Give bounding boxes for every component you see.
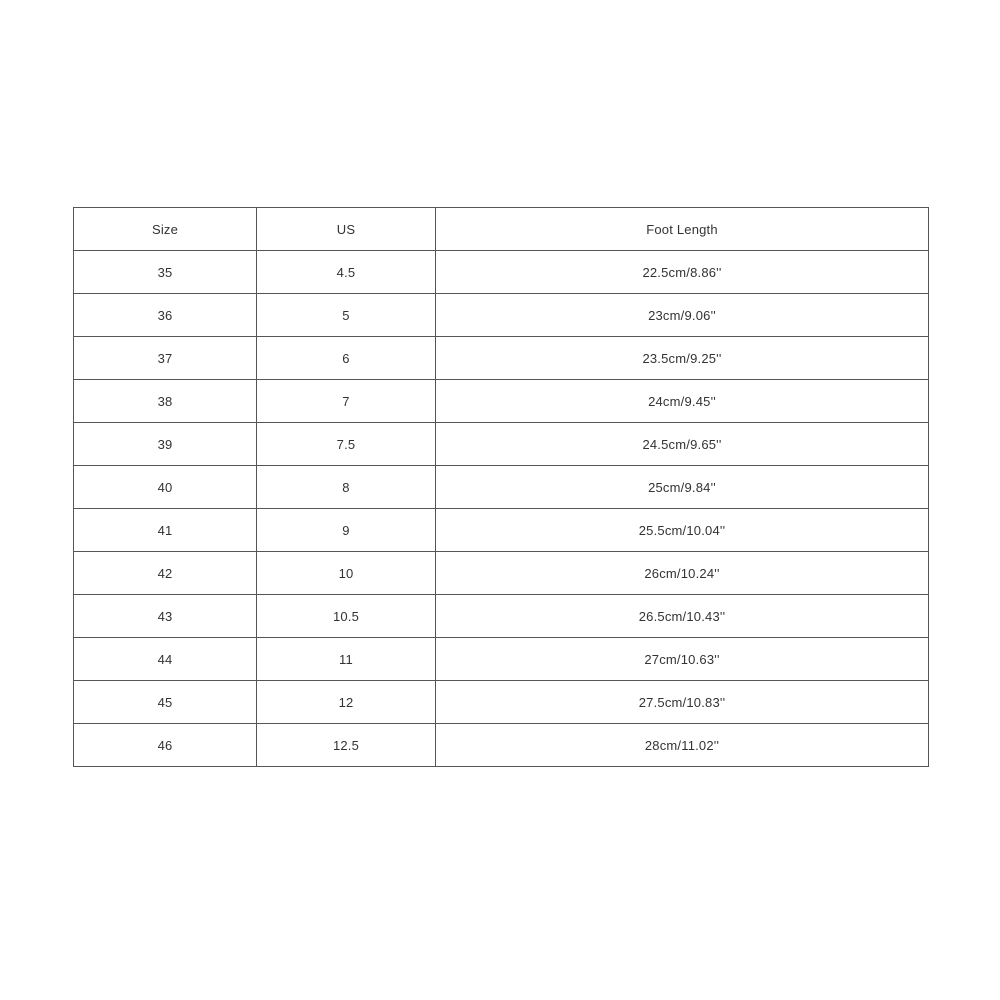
table-row bbox=[74, 595, 929, 638]
cell-us: 8 bbox=[257, 466, 436, 509]
table-row bbox=[74, 681, 929, 724]
header-us: US bbox=[257, 208, 436, 251]
cell-us: 10 bbox=[257, 552, 436, 595]
cell-us: 5 bbox=[257, 294, 436, 337]
cell-foot-length: 22.5cm/8.86'' bbox=[436, 251, 929, 294]
cell-foot-length: 23.5cm/9.25'' bbox=[436, 337, 929, 380]
cell-foot-length: 26.5cm/10.43'' bbox=[436, 595, 929, 638]
table-row bbox=[74, 423, 929, 466]
cell-size: 46 bbox=[74, 724, 257, 767]
cell-size: 43 bbox=[74, 595, 257, 638]
table-row bbox=[74, 638, 929, 681]
cell-size: 42 bbox=[74, 552, 257, 595]
cell-foot-length: 24.5cm/9.65'' bbox=[436, 423, 929, 466]
cell-us: 10.5 bbox=[257, 595, 436, 638]
cell-size: 38 bbox=[74, 380, 257, 423]
cell-us: 12 bbox=[257, 681, 436, 724]
cell-foot-length: 28cm/11.02'' bbox=[436, 724, 929, 767]
cell-us: 11 bbox=[257, 638, 436, 681]
cell-us: 7 bbox=[257, 380, 436, 423]
table-header-row bbox=[74, 208, 929, 251]
cell-size: 40 bbox=[74, 466, 257, 509]
cell-size: 45 bbox=[74, 681, 257, 724]
cell-us: 9 bbox=[257, 509, 436, 552]
cell-size: 36 bbox=[74, 294, 257, 337]
table-row bbox=[74, 724, 929, 767]
table-row bbox=[74, 509, 929, 552]
cell-foot-length: 27cm/10.63'' bbox=[436, 638, 929, 681]
cell-foot-length: 25.5cm/10.04'' bbox=[436, 509, 929, 552]
table-row bbox=[74, 552, 929, 595]
cell-us: 7.5 bbox=[257, 423, 436, 466]
cell-foot-length: 25cm/9.84'' bbox=[436, 466, 929, 509]
table-row bbox=[74, 380, 929, 423]
cell-size: 35 bbox=[74, 251, 257, 294]
cell-us: 4.5 bbox=[257, 251, 436, 294]
cell-size: 37 bbox=[74, 337, 257, 380]
header-size: Size bbox=[74, 208, 257, 251]
table-row bbox=[74, 251, 929, 294]
table-row bbox=[74, 294, 929, 337]
table-row bbox=[74, 337, 929, 380]
cell-us: 6 bbox=[257, 337, 436, 380]
size-chart-table bbox=[73, 207, 929, 767]
header-foot-length: Foot Length bbox=[436, 208, 929, 251]
cell-size: 41 bbox=[74, 509, 257, 552]
cell-size: 44 bbox=[74, 638, 257, 681]
cell-us: 12.5 bbox=[257, 724, 436, 767]
cell-foot-length: 27.5cm/10.83'' bbox=[436, 681, 929, 724]
cell-foot-length: 24cm/9.45'' bbox=[436, 380, 929, 423]
cell-foot-length: 26cm/10.24'' bbox=[436, 552, 929, 595]
table-row bbox=[74, 466, 929, 509]
cell-foot-length: 23cm/9.06'' bbox=[436, 294, 929, 337]
cell-size: 39 bbox=[74, 423, 257, 466]
